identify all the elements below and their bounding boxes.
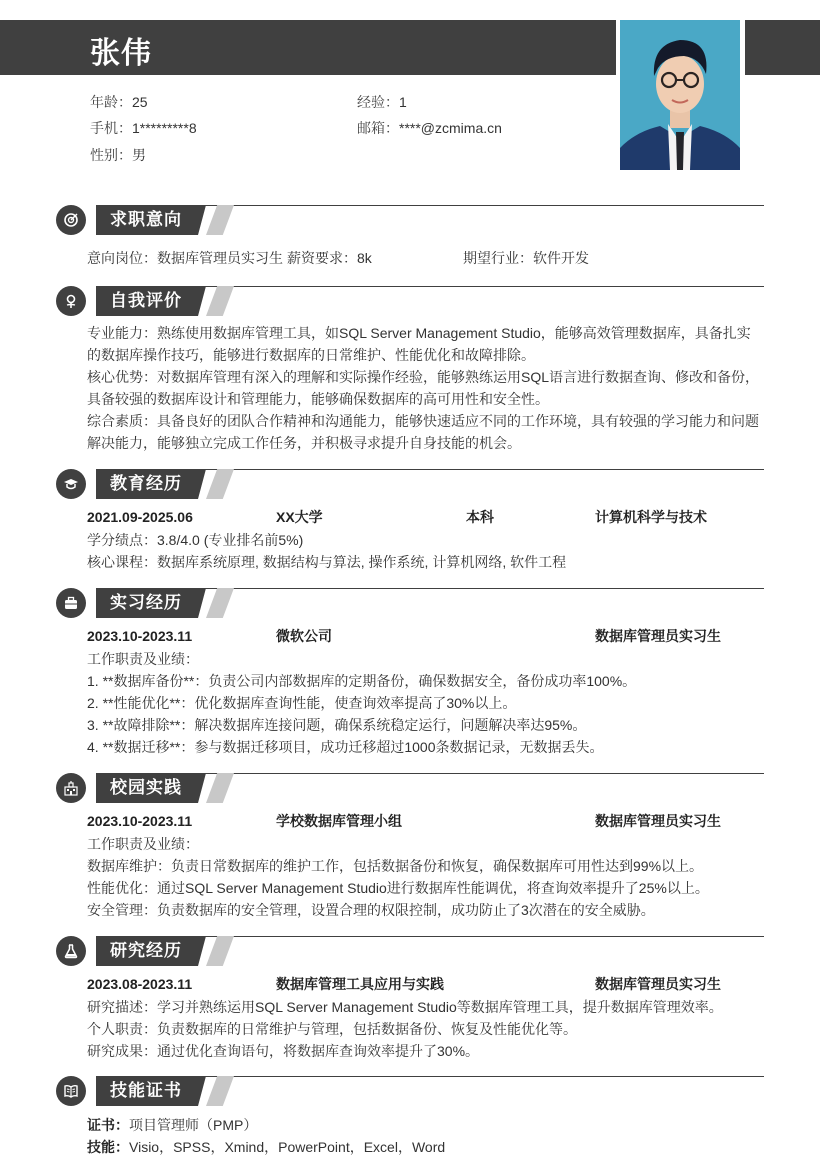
intent-row	[87, 247, 764, 269]
intern-role: 数据库管理员实习生	[595, 628, 721, 644]
section-title: 校园实践	[96, 773, 198, 803]
campus-role: 数据库管理员实习生	[595, 813, 721, 829]
edu-degree: 本科	[466, 509, 494, 525]
campus-line: 性能优化：通过SQL Server Management Studio进行数据库性能调优，将查询效率提升了25%以上。	[87, 880, 709, 896]
title-accent	[206, 588, 234, 618]
intent-salary: 薪资要求：8k	[287, 250, 372, 266]
profile-photo	[620, 20, 740, 170]
research-line: 研究成果：通过优化查询语句，将数据库查询效率提升了30%。	[87, 1043, 480, 1059]
info-email: 邮箱：****@zcmima.cn	[357, 120, 502, 136]
title-slant	[198, 588, 206, 618]
section-title: 自我评价	[96, 286, 198, 316]
section-body	[56, 505, 764, 573]
graduation-cap-icon	[56, 469, 86, 499]
campus-line: 安全管理：负责数据库的安全管理，设置合理的权限控制，成功防止了3次潜在的安全威胁。	[87, 902, 655, 918]
eval-paragraph: 综合素质：具备良好的团队合作精神和沟通能力，能够快速适应不同的工作环境，具有较强的学习能力和问题解决能力，能够独立完成工作任务，并积极寻求提升自身技能的机会。	[87, 413, 759, 451]
section-internship	[56, 588, 764, 758]
info-gender: 性别：男	[90, 147, 146, 163]
title-slant	[198, 205, 206, 235]
section-title: 教育经历	[96, 469, 198, 499]
section-header	[56, 588, 764, 620]
candidate-name: 张伟	[90, 37, 152, 70]
intern-period: 2023.10-2023.11	[87, 628, 193, 644]
campus-line: 数据库维护：负责日常数据库的维护工作，包括数据备份和恢复，确保数据库可用性达到99%以上。	[87, 858, 704, 874]
intern-line: 4. **数据迁移**：参与数据迁移项目，成功迁移超过1000条数据记录，无数据丢失。	[87, 739, 604, 755]
section-self-evaluation	[56, 286, 764, 454]
campus-line: 工作职责及业绩：	[87, 836, 199, 852]
title-accent	[206, 205, 234, 235]
intern-line: 1. **数据库备份**：负责公司内部数据库的定期备份，确保数据安全，备份成功率100%。	[87, 673, 637, 689]
section-job-intent	[56, 205, 764, 269]
eval-paragraph: 核心优势：对数据库管理有深入的理解和实际操作经验，能够熟练运用SQL语言进行数据查询、修改和备份，具备较强的数据库设计和管理能力，能够确保数据库的高可用性和安全性。	[87, 369, 760, 407]
eval-paragraph: 专业能力：熟练使用数据库管理工具，如SQL Server Management Studio，能够高效管理数据库，具备扎实的数据库操作技巧，能够进行数据库的日常维护、性能优化和故障排除。	[87, 325, 751, 363]
intern-line: 3. **故障排除**：解决数据库连接问题，确保系统稳定运行，问题解决率达95%。	[87, 717, 587, 733]
section-header	[56, 286, 764, 318]
title-slant	[198, 286, 206, 316]
flask-icon	[56, 936, 86, 966]
section-body	[56, 624, 764, 758]
section-skills	[56, 1076, 764, 1158]
research-project: 数据库管理工具应用与实践	[276, 976, 444, 992]
info-phone: 手机：1*********8	[90, 120, 197, 136]
campus-period: 2023.10-2023.11	[87, 813, 193, 829]
briefcase-icon	[56, 588, 86, 618]
section-title: 实习经历	[96, 588, 198, 618]
research-period: 2023.08-2023.11	[87, 976, 193, 992]
skill-line: 技能：Visio，SPSS，Xmind，PowerPoint，Excel，Word	[87, 1139, 446, 1155]
header-bar-right	[745, 20, 820, 75]
edu-major: 计算机科学与技术	[595, 509, 707, 525]
section-body	[56, 972, 764, 1062]
research-role: 数据库管理员实习生	[595, 976, 721, 992]
edu-line: 学分绩点：3.8/4.0 (专业排名前5%)	[87, 532, 304, 548]
person-photo-icon	[620, 20, 740, 170]
research-line: 个人职责：负责数据库的日常维护与管理，包括数据备份、恢复及性能优化等。	[87, 1021, 577, 1037]
intern-line: 2. **性能优化**：优化数据库查询性能，使查询效率提高了30%以上。	[87, 695, 517, 711]
intent-industry: 期望行业：软件开发	[463, 250, 589, 266]
section-header	[56, 205, 764, 237]
title-accent	[206, 286, 234, 316]
section-body	[56, 247, 764, 269]
title-accent	[206, 469, 234, 499]
campus-org: 学校数据库管理小组	[276, 813, 402, 829]
edu-school: XX大学	[276, 509, 323, 525]
flower-icon	[56, 286, 86, 316]
research-line: 研究描述：学习并熟练运用SQL Server Management Studio等数据库管理工具，提升数据库管理效率。	[87, 999, 723, 1015]
intern-line: 工作职责及业绩：	[87, 651, 199, 667]
book-icon	[56, 1076, 86, 1106]
section-body	[56, 809, 764, 921]
section-body	[56, 322, 764, 454]
info-age: 年龄：25	[90, 94, 148, 110]
campus-row	[87, 809, 764, 833]
section-research	[56, 936, 764, 1062]
section-header	[56, 1076, 764, 1108]
section-header	[56, 936, 764, 968]
title-slant	[198, 936, 206, 966]
section-education	[56, 469, 764, 573]
section-campus	[56, 773, 764, 921]
edu-line: 核心课程：数据库系统原理, 数据结构与算法, 操作系统, 计算机网络, 软件工程	[87, 554, 567, 570]
info-experience: 经验：1	[357, 94, 407, 110]
research-row	[87, 972, 764, 996]
title-accent	[206, 773, 234, 803]
title-slant	[198, 469, 206, 499]
section-title: 求职意向	[96, 205, 198, 235]
intern-company: 微软公司	[276, 628, 332, 644]
section-title: 研究经历	[96, 936, 198, 966]
section-header	[56, 469, 764, 501]
section-body	[56, 1114, 764, 1158]
cert-line: 证书：项目管理师（PMP）	[87, 1117, 258, 1133]
target-icon	[56, 205, 86, 235]
title-accent	[206, 936, 234, 966]
section-header	[56, 773, 764, 805]
title-slant	[198, 1076, 206, 1106]
title-slant	[198, 773, 206, 803]
edu-period: 2021.09-2025.06	[87, 509, 193, 525]
intent-position: 意向岗位：数据库管理员实习生	[87, 250, 283, 266]
building-icon	[56, 773, 86, 803]
education-row	[87, 505, 764, 529]
internship-row	[87, 624, 764, 648]
section-title: 技能证书	[96, 1076, 198, 1106]
title-accent	[206, 1076, 234, 1106]
